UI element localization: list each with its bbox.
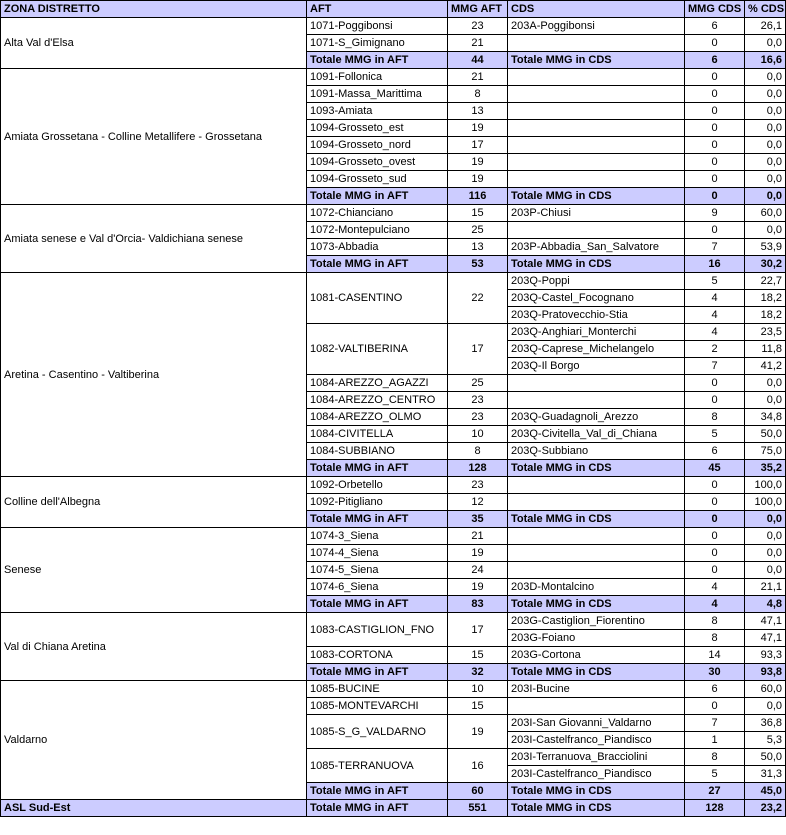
header-mmg-cds: MMG CDS	[685, 1, 745, 18]
cds-cell: 203Q-Civitella_Val_di_Chiana	[508, 426, 685, 443]
total-pct-value: 16,6	[745, 52, 786, 69]
pct-cds-cell: 0,0	[745, 562, 786, 579]
mmg-cds-cell: 14	[685, 647, 745, 664]
mmg-cds-cell: 0	[685, 86, 745, 103]
mmg-cds-cell: 0	[685, 137, 745, 154]
mmg-aft-cell: 21	[448, 35, 508, 52]
aft-cell: 1092-Orbetello	[307, 477, 448, 494]
total-aft-value: 32	[448, 664, 508, 681]
total-aft-label: Totale MMG in AFT	[307, 596, 448, 613]
total-cds-value: 27	[685, 783, 745, 800]
cds-cell: 203P-Abbadia_San_Salvatore	[508, 239, 685, 256]
pct-cds-cell: 5,3	[745, 732, 786, 749]
total-pct-value: 4,8	[745, 596, 786, 613]
cds-cell: 203A-Poggibonsi	[508, 18, 685, 35]
cds-cell: 203Q-Castel_Focognano	[508, 290, 685, 307]
mmg-cds-cell: 8	[685, 613, 745, 630]
mmg-cds-cell: 0	[685, 494, 745, 511]
pct-cds-cell: 0,0	[745, 222, 786, 239]
table-row	[1, 205, 786, 222]
cds-cell	[508, 375, 685, 392]
mmg-cds-cell: 4	[685, 290, 745, 307]
pct-cds-cell: 53,9	[745, 239, 786, 256]
total-pct-value: 30,2	[745, 256, 786, 273]
total-cds-value: 16	[685, 256, 745, 273]
grand-total-row	[1, 800, 786, 817]
zona-cell: Aretina - Casentino - Valtiberina	[1, 273, 307, 477]
mmg-cds-cell: 0	[685, 698, 745, 715]
header-aft: AFT	[307, 1, 448, 18]
mmg-aft-cell: 19	[448, 154, 508, 171]
pct-cds-cell: 50,0	[745, 749, 786, 766]
mmg-cds-cell: 0	[685, 375, 745, 392]
mmg-cds-cell: 0	[685, 154, 745, 171]
aft-cell: 1084-AREZZO_AGAZZI	[307, 375, 448, 392]
mmg-cds-cell: 4	[685, 579, 745, 596]
mmg-aft-cell: 25	[448, 222, 508, 239]
mmg-aft-cell: 19	[448, 579, 508, 596]
cds-cell	[508, 494, 685, 511]
mmg-aft-cell: 15	[448, 647, 508, 664]
mmg-aft-cell: 10	[448, 426, 508, 443]
mmg-cds-cell: 4	[685, 307, 745, 324]
table-row	[1, 477, 786, 494]
mmg-aft-cell: 13	[448, 239, 508, 256]
cds-cell: 203G-Castiglion_Fiorentino	[508, 613, 685, 630]
mmg-cds-cell: 8	[685, 749, 745, 766]
mmg-aft-cell: 8	[448, 86, 508, 103]
cds-cell	[508, 86, 685, 103]
mmg-aft-cell: 12	[448, 494, 508, 511]
pct-cds-cell: 50,0	[745, 426, 786, 443]
mmg-cds-cell: 1	[685, 732, 745, 749]
cds-cell: 203I-Terranuova_Bracciolini	[508, 749, 685, 766]
aft-cell: 1074-5_Siena	[307, 562, 448, 579]
cds-cell: 203Q-Anghiari_Monterchi	[508, 324, 685, 341]
cds-cell	[508, 562, 685, 579]
cds-cell: 203Q-Il Borgo	[508, 358, 685, 375]
total-aft-label: Totale MMG in AFT	[307, 52, 448, 69]
pct-cds-cell: 31,3	[745, 766, 786, 783]
pct-cds-cell: 21,1	[745, 579, 786, 596]
cds-cell	[508, 137, 685, 154]
total-aft-value: 60	[448, 783, 508, 800]
mmg-cds-cell: 0	[685, 545, 745, 562]
zona-cell: Valdarno	[1, 681, 307, 800]
mmg-aft-cell: 17	[448, 613, 508, 647]
total-pct-value: 45,0	[745, 783, 786, 800]
header-zona: ZONA DISTRETTO	[1, 1, 307, 18]
aft-cell: 1084-AREZZO_OLMO	[307, 409, 448, 426]
cds-cell: 203P-Chiusi	[508, 205, 685, 222]
pct-cds-cell: 36,8	[745, 715, 786, 732]
aft-cell: 1074-4_Siena	[307, 545, 448, 562]
total-aft-label: Totale MMG in AFT	[307, 460, 448, 477]
mmg-aft-cell: 23	[448, 18, 508, 35]
cds-cell	[508, 69, 685, 86]
aft-cell: 1082-VALTIBERINA	[307, 324, 448, 375]
aft-cell: 1093-Amiata	[307, 103, 448, 120]
total-cds-value: 45	[685, 460, 745, 477]
cds-cell: 203I-Bucine	[508, 681, 685, 698]
cds-cell	[508, 103, 685, 120]
aft-cell: 1081-CASENTINO	[307, 273, 448, 324]
pct-cds-cell: 0,0	[745, 86, 786, 103]
mmg-cds-cell: 2	[685, 341, 745, 358]
mmg-cds-cell: 0	[685, 103, 745, 120]
mmg-aft-cell: 25	[448, 375, 508, 392]
zona-cell: Amiata Grossetana - Colline Metallifere - Grossetana	[1, 69, 307, 205]
aft-cell: 1074-3_Siena	[307, 528, 448, 545]
aft-cell: 1094-Grosseto_nord	[307, 137, 448, 154]
aft-cell: 1091-Follonica	[307, 69, 448, 86]
mmg-aft-cell: 17	[448, 324, 508, 375]
total-pct-value: 35,2	[745, 460, 786, 477]
pct-cds-cell: 22,7	[745, 273, 786, 290]
cds-cell	[508, 528, 685, 545]
mmg-cds-cell: 7	[685, 358, 745, 375]
mmg-aft-cell: 13	[448, 103, 508, 120]
pct-cds-cell: 41,2	[745, 358, 786, 375]
mmg-aft-cell: 19	[448, 545, 508, 562]
mmg-cds-cell: 6	[685, 18, 745, 35]
total-aft-label: Totale MMG in AFT	[307, 511, 448, 528]
cds-cell: 203I-Castelfranco_Piandisco	[508, 766, 685, 783]
pct-cds-cell: 0,0	[745, 35, 786, 52]
mmg-aft-cell: 19	[448, 715, 508, 749]
mmg-aft-cell: 24	[448, 562, 508, 579]
cds-cell: 203I-Castelfranco_Piandisco	[508, 732, 685, 749]
mmg-cds-cell: 0	[685, 222, 745, 239]
mmg-cds-cell: 7	[685, 239, 745, 256]
pct-cds-cell: 60,0	[745, 681, 786, 698]
total-aft-label: Totale MMG in AFT	[307, 256, 448, 273]
aft-cell: 1091-Massa_Marittima	[307, 86, 448, 103]
mmg-cds-cell: 0	[685, 528, 745, 545]
cds-cell: 203D-Montalcino	[508, 579, 685, 596]
mmg-aft-cell: 10	[448, 681, 508, 698]
table-row	[1, 528, 786, 545]
mmg-aft-cell: 23	[448, 409, 508, 426]
aft-cell: 1073-Abbadia	[307, 239, 448, 256]
total-cds-value: 6	[685, 52, 745, 69]
cds-cell: 203Q-Caprese_Michelangelo	[508, 341, 685, 358]
mmg-aft-cell: 15	[448, 698, 508, 715]
total-aft-label: Totale MMG in AFT	[307, 188, 448, 205]
mmg-cds-cell: 5	[685, 426, 745, 443]
pct-cds-cell: 23,5	[745, 324, 786, 341]
pct-cds-cell: 0,0	[745, 154, 786, 171]
aft-cell: 1074-6_Siena	[307, 579, 448, 596]
table-row	[1, 613, 786, 630]
cds-cell: 203I-San Giovanni_Valdarno	[508, 715, 685, 732]
mmg-cds-cell: 0	[685, 35, 745, 52]
pct-cds-cell: 0,0	[745, 171, 786, 188]
pct-cds-cell: 75,0	[745, 443, 786, 460]
aft-cell: 1085-BUCINE	[307, 681, 448, 698]
total-aft-label: Totale MMG in AFT	[307, 664, 448, 681]
mmg-cds-cell: 8	[685, 409, 745, 426]
aft-cell: 1072-Chianciano	[307, 205, 448, 222]
zona-cell: Alta Val d'Elsa	[1, 18, 307, 69]
aft-cell: 1084-SUBBIANO	[307, 443, 448, 460]
mmg-aft-cell: 17	[448, 137, 508, 154]
pct-cds-cell: 18,2	[745, 307, 786, 324]
table-row	[1, 273, 786, 290]
header-mmg-aft: MMG AFT	[448, 1, 508, 18]
pct-cds-cell: 100,0	[745, 494, 786, 511]
zona-cell: Val di Chiana Aretina	[1, 613, 307, 681]
total-cds-value: 4	[685, 596, 745, 613]
mmg-aft-cell: 15	[448, 205, 508, 222]
mmg-aft-cell: 23	[448, 392, 508, 409]
cds-cell: 203G-Cortona	[508, 647, 685, 664]
aft-cell: 1071-S_Gimignano	[307, 35, 448, 52]
total-aft-value: 83	[448, 596, 508, 613]
mmg-aft-cell: 8	[448, 443, 508, 460]
mmg-cds-cell: 0	[685, 69, 745, 86]
mmg-cds-cell: 9	[685, 205, 745, 222]
table-row	[1, 681, 786, 698]
total-cds-label: Totale MMG in CDS	[508, 783, 685, 800]
aft-cell: 1072-Montepulciano	[307, 222, 448, 239]
cds-cell: 203G-Foiano	[508, 630, 685, 647]
zona-cell: Amiata senese e Val d'Orcia- Valdichiana senese	[1, 205, 307, 273]
total-pct-value: 0,0	[745, 511, 786, 528]
mmg-aft-cell: 21	[448, 69, 508, 86]
total-aft-value: 44	[448, 52, 508, 69]
pct-cds-cell: 47,1	[745, 613, 786, 630]
mmg-cds-cell: 6	[685, 681, 745, 698]
header-pct-cds: % CDS	[745, 1, 786, 18]
grand-total-cds-label: Totale MMG in CDS	[508, 800, 685, 817]
mmg-aft-cell: 22	[448, 273, 508, 324]
pct-cds-cell: 26,1	[745, 18, 786, 35]
total-cds-value: 30	[685, 664, 745, 681]
pct-cds-cell: 47,1	[745, 630, 786, 647]
mmg-cds-cell: 7	[685, 715, 745, 732]
aft-cell: 1094-Grosseto_est	[307, 120, 448, 137]
pct-cds-cell: 11,8	[745, 341, 786, 358]
aft-cell: 1083-CASTIGLION_FNO	[307, 613, 448, 647]
total-aft-value: 116	[448, 188, 508, 205]
grand-total-aft-label: Totale MMG in AFT	[307, 800, 448, 817]
aft-cell: 1084-CIVITELLA	[307, 426, 448, 443]
mmg-cds-cell: 5	[685, 766, 745, 783]
total-aft-value: 35	[448, 511, 508, 528]
pct-cds-cell: 93,3	[745, 647, 786, 664]
pct-cds-cell: 0,0	[745, 392, 786, 409]
total-cds-label: Totale MMG in CDS	[508, 460, 685, 477]
pct-cds-cell: 60,0	[745, 205, 786, 222]
mmg-cds-cell: 0	[685, 477, 745, 494]
mmg-cds-cell: 4	[685, 324, 745, 341]
grand-total-pct-value: 23,2	[745, 800, 786, 817]
header-row	[1, 1, 786, 18]
zona-cell: Senese	[1, 528, 307, 613]
pct-cds-cell: 0,0	[745, 69, 786, 86]
aft-cell: 1094-Grosseto_ovest	[307, 154, 448, 171]
total-cds-label: Totale MMG in CDS	[508, 188, 685, 205]
cds-cell	[508, 545, 685, 562]
pct-cds-cell: 0,0	[745, 698, 786, 715]
aft-cell: 1085-TERRANUOVA	[307, 749, 448, 783]
pct-cds-cell: 0,0	[745, 103, 786, 120]
mmg-aft-cell: 19	[448, 171, 508, 188]
cds-cell	[508, 392, 685, 409]
total-cds-label: Totale MMG in CDS	[508, 52, 685, 69]
cds-cell: 203Q-Guadagnoli_Arezzo	[508, 409, 685, 426]
grand-total-cds-value: 128	[685, 800, 745, 817]
total-cds-value: 0	[685, 188, 745, 205]
pct-cds-cell: 100,0	[745, 477, 786, 494]
mmg-cds-cell: 0	[685, 392, 745, 409]
pct-cds-cell: 0,0	[745, 375, 786, 392]
cds-cell: 203Q-Poppi	[508, 273, 685, 290]
cds-cell: 203Q-Subbiano	[508, 443, 685, 460]
aft-cell: 1084-AREZZO_CENTRO	[307, 392, 448, 409]
mmg-cds-cell: 6	[685, 443, 745, 460]
aft-cell: 1085-MONTEVARCHI	[307, 698, 448, 715]
total-cds-label: Totale MMG in CDS	[508, 511, 685, 528]
total-aft-value: 128	[448, 460, 508, 477]
pct-cds-cell: 0,0	[745, 545, 786, 562]
grand-total-name: ASL Sud-Est	[1, 800, 307, 817]
pct-cds-cell: 0,0	[745, 137, 786, 154]
aft-cell: 1092-Pitigliano	[307, 494, 448, 511]
zona-cell: Colline dell'Albegna	[1, 477, 307, 528]
mmg-cds-cell: 0	[685, 120, 745, 137]
table-body	[1, 18, 786, 817]
mmg-cds-cell: 0	[685, 562, 745, 579]
mmg-aft-cell: 23	[448, 477, 508, 494]
mmg-aft-cell: 21	[448, 528, 508, 545]
cds-cell	[508, 171, 685, 188]
total-cds-label: Totale MMG in CDS	[508, 596, 685, 613]
table-row	[1, 18, 786, 35]
aft-cell: 1071-Poggibonsi	[307, 18, 448, 35]
cds-cell	[508, 120, 685, 137]
total-cds-label: Totale MMG in CDS	[508, 256, 685, 273]
mmg-aft-cell: 19	[448, 120, 508, 137]
mmg-aft-cell: 16	[448, 749, 508, 783]
cds-cell	[508, 698, 685, 715]
total-pct-value: 0,0	[745, 188, 786, 205]
total-pct-value: 93,8	[745, 664, 786, 681]
cds-cell	[508, 222, 685, 239]
cds-cell: 203Q-Pratovecchio-Stia	[508, 307, 685, 324]
total-aft-value: 53	[448, 256, 508, 273]
total-cds-label: Totale MMG in CDS	[508, 664, 685, 681]
aft-cell: 1085-S_G_VALDARNO	[307, 715, 448, 749]
cds-cell	[508, 477, 685, 494]
table-row	[1, 69, 786, 86]
header-cds: CDS	[508, 1, 685, 18]
pct-cds-cell: 0,0	[745, 120, 786, 137]
total-cds-value: 0	[685, 511, 745, 528]
cds-cell	[508, 35, 685, 52]
pct-cds-cell: 0,0	[745, 528, 786, 545]
mmg-cds-cell: 0	[685, 171, 745, 188]
total-aft-label: Totale MMG in AFT	[307, 783, 448, 800]
mmg-cds-cell: 8	[685, 630, 745, 647]
aft-cell: 1083-CORTONA	[307, 647, 448, 664]
pct-cds-cell: 34,8	[745, 409, 786, 426]
aft-cell: 1094-Grosseto_sud	[307, 171, 448, 188]
grand-total-aft-value: 551	[448, 800, 508, 817]
mmg-cds-cell: 5	[685, 273, 745, 290]
cds-cell	[508, 154, 685, 171]
pct-cds-cell: 18,2	[745, 290, 786, 307]
